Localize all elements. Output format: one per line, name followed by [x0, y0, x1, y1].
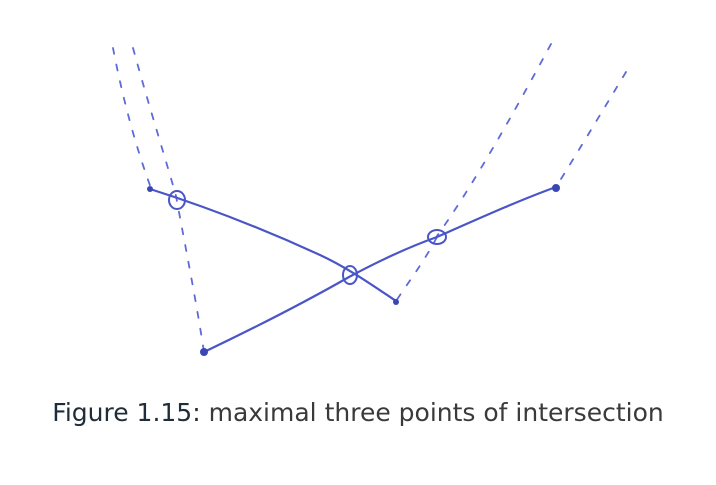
solid-segment-lower — [204, 187, 556, 352]
endpoint-middle-right — [393, 299, 399, 305]
figure-caption-text: maximal three points of intersection — [208, 398, 664, 427]
endpoint-bottom-left — [200, 348, 208, 356]
figure-label: Figure 1.15: — [52, 398, 201, 427]
endpoint-top-right — [552, 184, 560, 192]
solid-segment-upper — [150, 189, 396, 301]
dashed-line-left-outer — [113, 48, 151, 188]
endpoint-top-left — [147, 186, 153, 192]
figure-caption — [0, 398, 716, 427]
dashed-line-right-outer — [437, 44, 551, 236]
dashed-line-right-inner — [396, 72, 626, 301]
